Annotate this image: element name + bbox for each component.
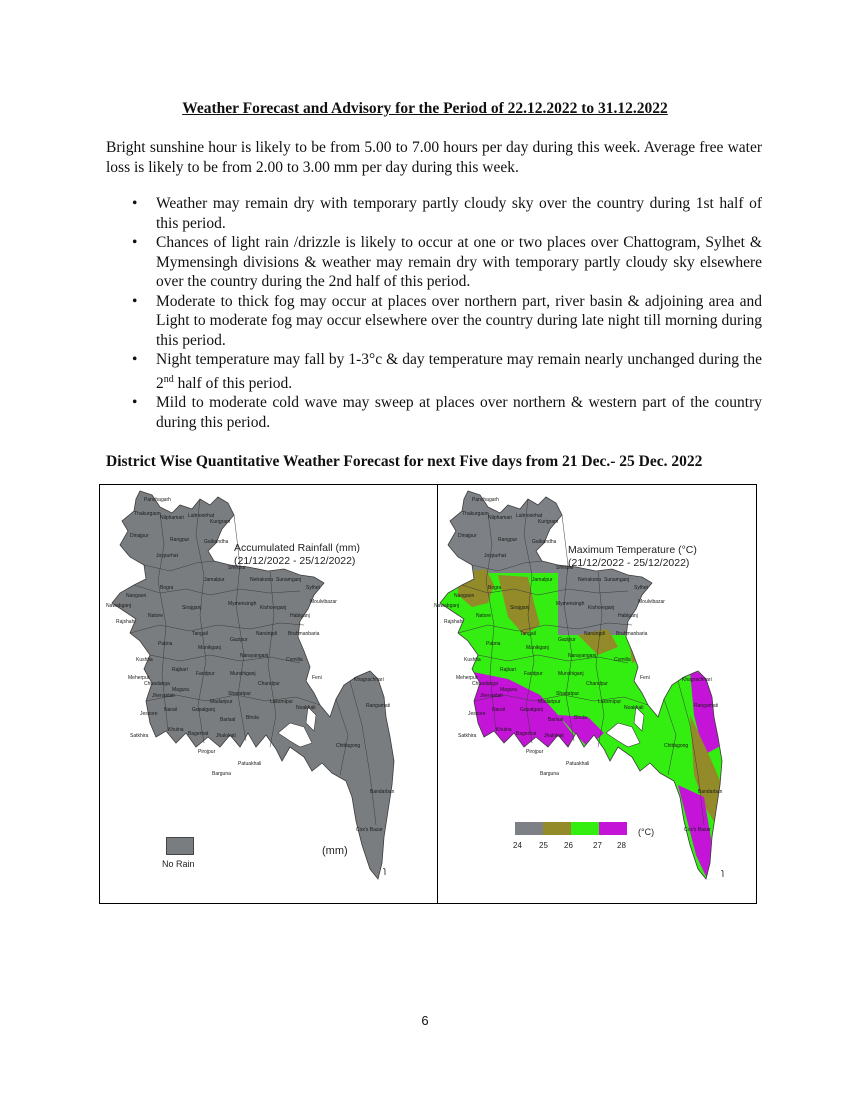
district-label: Jamalpur (532, 577, 553, 583)
district-label: Pirojpur (198, 749, 216, 755)
district-label: Rajbari (172, 667, 188, 673)
district-label: Laksmipur (598, 699, 622, 705)
district-label: Faridpur (524, 671, 543, 677)
district-label: Sunamganj (604, 577, 630, 583)
district-label: Moulvibazar (638, 599, 665, 605)
district-label: Barisal (548, 717, 564, 723)
district-label: Comilla (286, 657, 303, 663)
district-label: Narail (492, 707, 506, 713)
district-label: Chandpur (586, 681, 608, 687)
district-label: Brahmanbaria (288, 631, 320, 637)
district-label: Mymensingh (556, 601, 585, 607)
district-label: Magura (172, 687, 189, 693)
district-label: Munshiganj (230, 671, 256, 677)
rainfall-map-title (234, 542, 360, 568)
district-label: Feni (312, 675, 322, 681)
district-label: Rajbari (500, 667, 516, 673)
map-title-line: Accumulated Rainfall (mm) (234, 542, 361, 554)
district-label: Nilphamari (488, 515, 512, 521)
district-label: Chuadanga (144, 681, 170, 687)
district-label: Natore (148, 613, 164, 619)
legend-tick: 26 (564, 841, 573, 850)
north-arrow: ɿ (721, 867, 724, 877)
district-label: Jessore (468, 711, 486, 717)
district-label: Thakurgaon (462, 511, 489, 517)
district-label: Habiganj (290, 613, 310, 619)
district-label: Jamalpur (204, 577, 225, 583)
district-label: Bagerhat (188, 731, 209, 737)
district-label: Barisal (220, 717, 236, 723)
district-label: Manikganj (198, 645, 221, 651)
district-label: Tangail (520, 631, 536, 637)
rainfall-unit: (mm) (322, 845, 348, 857)
district-label: Kushtia (464, 657, 481, 663)
district-label: Mymensingh (228, 601, 257, 607)
superscript: nd (163, 373, 174, 385)
district-label: Chuadanga (472, 681, 498, 687)
district-label: Rangpur (498, 537, 518, 543)
district-label: Patuakhali (566, 761, 590, 767)
district-label: Lalmonirhat (188, 513, 215, 519)
intro-paragraph: Bright sunshine hour is likely to be from 5.00 to 7.00 hours per day during this week. Average free water loss is likely to be from 2.00 to 3.00 mm per day during this week. (106, 139, 762, 176)
district-label: Patuakhali (238, 761, 262, 767)
legend-swatch-26-27 (571, 822, 599, 835)
district-label: Lalmonirhat (516, 513, 543, 519)
district-label: Kishoreganj (588, 605, 615, 611)
district-label: Comilla (614, 657, 631, 663)
district-label: Habiganj (618, 613, 638, 619)
temperature-unit: (°C) (638, 827, 655, 837)
district-label: Tangail (192, 631, 208, 637)
district-label: Rajshahi (444, 619, 464, 625)
district-label: Joypurhat (484, 553, 506, 559)
district-label: Chittagong (664, 743, 689, 749)
district-label: Satkhira (458, 733, 477, 739)
forecast-maps-table (99, 484, 757, 904)
district-label: Faridpur (196, 671, 215, 677)
forecast-subtitle: District Wise Quantitative Weather Forecast for next Five days from 21 Dec.- 25 Dec. 2022 (106, 453, 703, 470)
map-date-range: (21/12/2022 - 25/12/2022) (568, 557, 690, 569)
advisory-item: • Weather may remain dry with temporary partly cloudy sky over the country during 1st half of this period. (106, 194, 762, 233)
district-label: Panchagarh (144, 497, 171, 503)
district-label: Rangamati (366, 703, 391, 709)
district-label: Cox's Bazar (684, 827, 711, 833)
legend-tick: 28 (617, 841, 626, 850)
district-label: Natore (476, 613, 492, 619)
legend-swatch-no-rain (166, 837, 194, 855)
district-label: Narayanganj (240, 653, 269, 659)
legend-tick: 27 (593, 841, 602, 850)
district-label: Meherpur (456, 675, 478, 681)
district-label: Bhola (574, 715, 587, 721)
district-label: Bogra (488, 585, 502, 591)
district-label: Kurigram (210, 519, 231, 525)
legend-swatch-24-25 (515, 822, 543, 835)
district-label: Bandarban (370, 789, 395, 795)
district-label: Khulna (496, 727, 512, 733)
district-label: Pabna (486, 641, 501, 647)
district-label: Noakhali (624, 705, 644, 711)
district-label: Cox's Bazar (356, 827, 383, 833)
legend-swatch-25-26 (543, 822, 571, 835)
map-date-range: (21/12/2022 - 25/12/2022) (234, 555, 356, 567)
district-label: Rangpur (170, 537, 190, 543)
district-label: Kushtia (136, 657, 153, 663)
district-label: Panchagarh (472, 497, 499, 503)
district-label: Khagrachhari (682, 677, 712, 683)
district-label: Naogaon (126, 593, 147, 599)
district-label: Satkhira (130, 733, 149, 739)
district-label: Gaibandha (204, 539, 229, 545)
district-label: Thakurgaon (134, 511, 161, 517)
advisory-item (106, 350, 762, 393)
district-label: Khagrachhari (354, 677, 384, 683)
page-title: Weather Forecast and Advisory for the Period of 22.12.2022 to 31.12.2022 (182, 100, 668, 117)
map-title-line: Maximum Temperature (°C) (568, 544, 697, 556)
north-arrow: ɿ (383, 865, 386, 875)
district-label: Barguna (540, 771, 559, 777)
district-label: Feni (640, 675, 650, 681)
district-label: Chandpur (258, 681, 280, 687)
district-label: Narsingdi (256, 631, 278, 637)
legend-label: No Rain (162, 859, 195, 869)
district-label: Magura (500, 687, 517, 693)
district-label: Shariatpur (228, 691, 252, 697)
advisory-text: half of this period. (173, 374, 293, 392)
district-label: Nawabganj (106, 603, 132, 609)
rainfall-map-panel (100, 485, 437, 903)
district-label: Jhalokati (216, 733, 236, 739)
district-label: Rajshahi (116, 619, 136, 625)
district-label: Bagerhat (516, 731, 537, 737)
district-label: Madaripur (538, 699, 561, 705)
district-label: Noakhali (296, 705, 316, 711)
legend-tick: 25 (539, 841, 548, 850)
district-label: Netrakona (250, 577, 274, 583)
advisory-item: • Moderate to thick fog may occur at places over northern part, river basin & adjoining area and Light to moderate fog may occur elsewhere over the country during late night till morning during this period. (106, 292, 762, 351)
district-label: Gazipur (230, 637, 248, 643)
district-label: Sirajganj (182, 605, 202, 611)
district-label: Jhenaidah (480, 693, 504, 699)
district-label: Kishoreganj (260, 605, 287, 611)
district-label: Gopalganj (520, 707, 543, 713)
district-label: Gopalganj (192, 707, 215, 713)
district-label: Shariatpur (556, 691, 580, 697)
district-label: Joypurhat (156, 553, 178, 559)
district-label: Nawabganj (434, 603, 460, 609)
district-label: Jhalokati (544, 733, 564, 739)
district-label: Jhenaidah (152, 693, 176, 699)
district-label: Nilphamari (160, 515, 184, 521)
district-label: Rangamati (694, 703, 719, 709)
district-label: Netrakona (578, 577, 602, 583)
district-label: Narsingdi (584, 631, 606, 637)
district-label: Dinajpur (130, 533, 149, 539)
district-label: Laksmipur (270, 699, 294, 705)
district-label: Sunamganj (276, 577, 302, 583)
district-label: Brahmanbaria (616, 631, 648, 637)
district-label: Sirajganj (510, 605, 530, 611)
district-label: Narayanganj (568, 653, 597, 659)
district-label: Barguna (212, 771, 231, 777)
advisory-list (106, 194, 762, 432)
district-label: Madaripur (210, 699, 233, 705)
district-label: Sherpur (556, 565, 574, 571)
district-label: Sylhet (306, 585, 320, 591)
advisory-item: • Mild to moderate cold wave may sweep at places over northern & western part of the country during this period. (106, 393, 762, 432)
page-number: 6 (421, 1013, 429, 1028)
temperature-map-panel (434, 485, 756, 903)
district-label: Sylhet (634, 585, 648, 591)
district-label: Chittagong (336, 743, 361, 749)
district-label: Bandarban (698, 789, 723, 795)
district-label: Sherpur (228, 565, 246, 571)
district-label: Bogra (160, 585, 174, 591)
advisory-text: Night temperature may fall by 1-3°c & day temperature may remain nearly unchanged during the 2 (156, 351, 762, 392)
legend-tick: 24 (513, 841, 522, 850)
temperature-map-title (568, 544, 697, 570)
district-label: Pabna (158, 641, 173, 647)
district-label: Khulna (168, 727, 184, 733)
district-label: Naogaon (454, 593, 475, 599)
district-label: Pirojpur (526, 749, 544, 755)
district-label: Narail (164, 707, 178, 713)
district-label: Jessore (140, 711, 158, 717)
district-label: Gazipur (558, 637, 576, 643)
district-label: Bhola (246, 715, 259, 721)
district-label: Kurigram (538, 519, 559, 525)
district-label: Manikganj (526, 645, 549, 651)
district-label: Dinajpur (458, 533, 477, 539)
district-label: Moulvibazar (310, 599, 337, 605)
legend-swatch-27-28 (599, 822, 627, 835)
advisory-item: • Chances of light rain /drizzle is likely to occur at one or two places over Chattogram, Sylhet & Mymensingh divisions & weather may remain dry with temporary partly cloudy sky elsewhere over the country during the 2nd half of this period. (106, 233, 762, 292)
district-label: Meherpur (128, 675, 150, 681)
district-label: Gaibandha (532, 539, 557, 545)
district-label: Munshiganj (558, 671, 584, 677)
